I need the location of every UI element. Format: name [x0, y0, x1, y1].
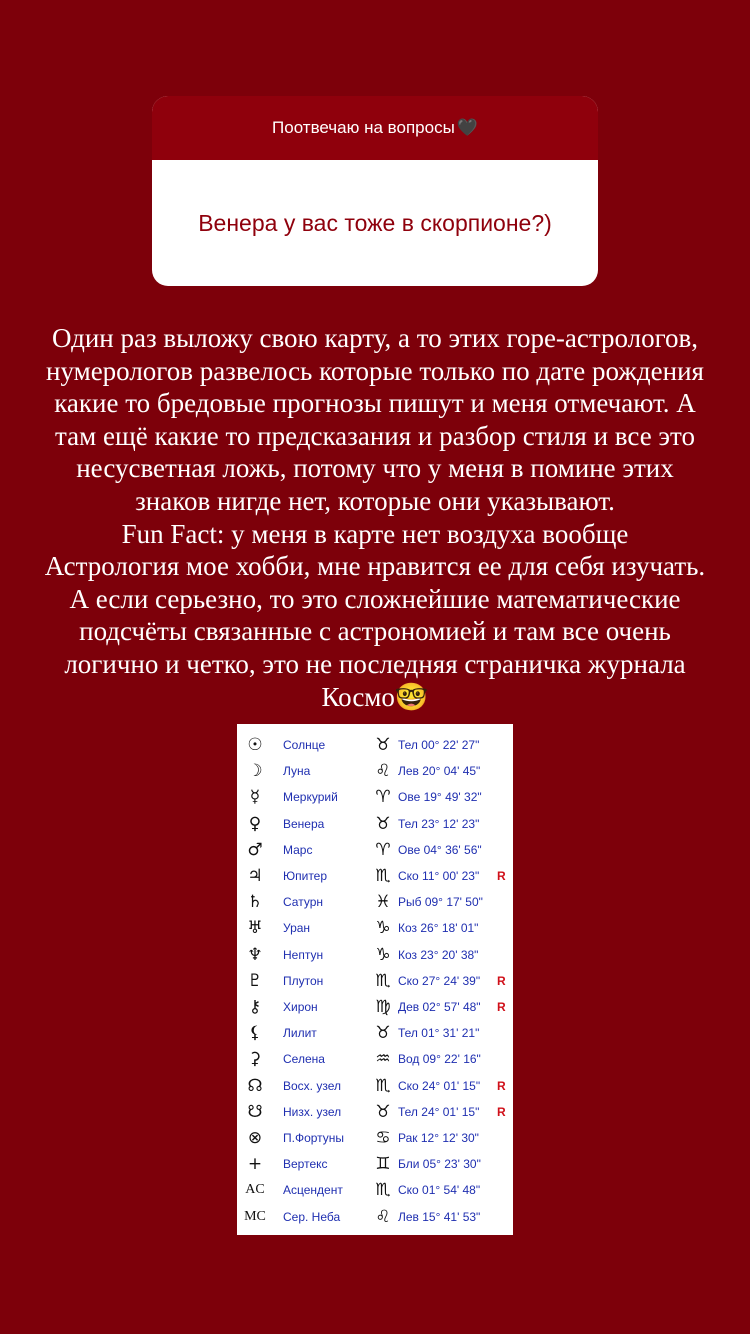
- planet-symbol-icon: ☊: [247, 1075, 263, 1096]
- planet-symbol-icon: ⚸: [248, 1023, 262, 1044]
- story-line: Астрология мое хобби, мне нравится ее для себя изучать.: [44, 551, 706, 582]
- table-row: [237, 784, 513, 810]
- retrograde-marker: R: [497, 973, 506, 988]
- story-line: там ещё какие то предсказания и разбор стиля и все это: [55, 420, 695, 451]
- story-line: А если серьезно, то это сложнейшие математические: [69, 583, 681, 614]
- table-row: [237, 1046, 513, 1072]
- table-row: [237, 1125, 513, 1151]
- planet-name: Сатурн: [283, 895, 324, 910]
- question-sticker-title: Поотвечаю на вопросы: [272, 118, 455, 137]
- planet-symbol-icon: ⊗: [247, 1128, 263, 1148]
- planet-position: Тел 01° 31' 21": [398, 1026, 480, 1041]
- story-line: логично и четко, это не последняя страничка журнала: [64, 648, 686, 679]
- table-row: [237, 811, 513, 837]
- story-line: какие то бредовые прогнозы пишут и меня отмечают. А: [54, 388, 696, 419]
- zodiac-sign-icon: ♓: [375, 892, 391, 913]
- planet-name: Сер. Неба: [283, 1209, 341, 1224]
- table-row: [237, 889, 513, 915]
- planet-position: Ове 19° 49' 32": [398, 790, 482, 805]
- zodiac-sign-icon: ♏: [375, 970, 391, 991]
- zodiac-sign-icon: ♒: [375, 1049, 391, 1070]
- planet-name: Низх. узел: [283, 1104, 342, 1119]
- planet-position: Тел 23° 12' 23": [398, 816, 480, 831]
- black-heart-icon: 🖤: [456, 118, 478, 137]
- planet-name: Юпитер: [283, 869, 328, 883]
- zodiac-sign-icon: ♏: [375, 866, 391, 886]
- planet-position: Ско 27° 24' 39": [398, 973, 481, 988]
- planet-symbol-icon: ♅: [247, 918, 263, 939]
- table-row: [237, 968, 513, 994]
- planet-position: Ско 01° 54' 48": [398, 1183, 481, 1198]
- planet-symbol-icon: ⚷: [248, 997, 262, 1017]
- table-row: [237, 1020, 513, 1046]
- table-row: [237, 994, 513, 1020]
- story-line: подсчёты связанные с астрономией и там все очень: [79, 616, 671, 647]
- story-line: Fun Fact: у меня в карте нет воздуха вообще: [121, 518, 629, 549]
- planet-position: Лев 15° 41' 53": [398, 1209, 481, 1224]
- zodiac-sign-icon: ♌: [375, 761, 391, 782]
- planet-symbol-icon: ♀: [248, 813, 262, 834]
- retrograde-marker: R: [497, 1078, 506, 1093]
- table-row: [237, 1099, 513, 1125]
- planet-symbol-icon: AC: [245, 1182, 265, 1198]
- zodiac-sign-icon: ♑: [375, 944, 391, 965]
- table-row: [237, 915, 513, 941]
- retrograde-marker: R: [497, 869, 506, 883]
- story-line: Космо🤓: [321, 681, 429, 712]
- planet-position: Бли 05° 23' 30": [398, 1157, 481, 1172]
- zodiac-sign-icon: ♏: [375, 1180, 391, 1201]
- table-row: [237, 1204, 513, 1230]
- zodiac-sign-icon: ♑: [375, 918, 391, 939]
- planet-position: Тел 00° 22' 27": [398, 738, 480, 752]
- zodiac-sign-icon: ♉: [375, 813, 391, 834]
- question-sticker[interactable]: [152, 96, 598, 286]
- zodiac-sign-icon: ♊: [375, 1154, 391, 1175]
- natal-chart-table: [237, 724, 513, 1235]
- planet-symbol-icon: MC: [244, 1208, 266, 1224]
- table-row: [237, 942, 513, 968]
- planet-symbol-icon: ♇: [247, 970, 263, 991]
- planet-symbol-icon: ♄: [247, 892, 263, 913]
- planet-position: Дев 02° 57' 48": [398, 1000, 481, 1014]
- planet-name: Вертекс: [283, 1157, 328, 1172]
- planet-symbol-icon: +: [247, 1154, 263, 1175]
- zodiac-sign-icon: ♉: [375, 1101, 391, 1122]
- zodiac-sign-icon: ♉: [375, 1023, 391, 1044]
- planet-symbol-icon: ♆: [247, 944, 263, 965]
- planet-name: Селена: [283, 1052, 325, 1067]
- planet-position: Коз 23° 20' 38": [398, 947, 479, 962]
- zodiac-sign-icon: ♈: [375, 787, 391, 808]
- planet-position: Лев 20° 04' 45": [398, 764, 481, 779]
- table-row: [237, 732, 513, 758]
- planet-symbol-icon: ☋: [247, 1101, 263, 1122]
- zodiac-sign-icon: ♈: [375, 839, 391, 860]
- planet-position: Ове 04° 36' 56": [398, 842, 482, 857]
- table-row: [237, 758, 513, 784]
- planet-position: Ско 24° 01' 15": [398, 1078, 481, 1093]
- question-sticker-header: [152, 96, 598, 160]
- planet-name: Плутон: [283, 973, 324, 988]
- retrograde-marker: R: [497, 1000, 506, 1014]
- planet-name: Марс: [283, 842, 313, 857]
- table-row: [237, 1177, 513, 1203]
- planet-position: Вод 09° 22' 16": [398, 1052, 481, 1067]
- planet-position: Коз 26° 18' 01": [398, 921, 479, 936]
- table-row: [237, 863, 513, 889]
- question-text: Венера у вас тоже в скорпионе?): [198, 210, 552, 236]
- zodiac-sign-icon: ♏: [375, 1075, 391, 1096]
- planet-name: Хирон: [283, 1000, 318, 1014]
- planet-name: П.Фортуны: [283, 1131, 345, 1145]
- planet-position: Рыб 09° 17' 50": [398, 895, 483, 910]
- planet-symbol-icon: ⚳: [248, 1049, 262, 1070]
- planet-name: Луна: [283, 764, 311, 779]
- planet-name: Лилит: [283, 1026, 317, 1041]
- planet-name: Восх. узел: [283, 1078, 341, 1093]
- story-line: знаков нигде нет, которые они указывают.: [135, 485, 615, 516]
- planet-name: Солнце: [283, 738, 326, 752]
- planet-symbol-icon: ♃: [247, 866, 263, 886]
- planet-name: Венера: [283, 816, 325, 831]
- zodiac-sign-icon: ♌: [375, 1206, 391, 1227]
- table-row: [237, 1073, 513, 1099]
- zodiac-sign-icon: ♉: [375, 735, 391, 755]
- retrograde-marker: R: [497, 1104, 506, 1119]
- planet-symbol-icon: ☿: [249, 787, 261, 808]
- story-line: нумерологов развелось которые только по дате рождения: [46, 355, 704, 386]
- planet-position: Рак 12° 12' 30": [398, 1131, 479, 1145]
- story-line: несусветная ложь, потому что у меня в помине этих: [76, 453, 674, 484]
- zodiac-sign-icon: ♍: [375, 997, 391, 1017]
- planet-position: Ско 11° 00' 23": [398, 869, 480, 883]
- planet-name: Меркурий: [283, 790, 338, 805]
- zodiac-sign-icon: ♋: [375, 1128, 391, 1148]
- planet-name: Нептун: [283, 947, 324, 962]
- table-row: [237, 837, 513, 863]
- planet-symbol-icon: ☽: [247, 761, 263, 782]
- planet-symbol-icon: ☉: [247, 735, 263, 755]
- planet-position: Тел 24° 01' 15": [398, 1104, 480, 1119]
- planet-name: Асцендент: [283, 1183, 343, 1198]
- story-caption: [0, 322, 750, 713]
- table-row: [237, 1151, 513, 1177]
- planet-name: Уран: [283, 921, 311, 936]
- planet-symbol-icon: ♂: [247, 839, 263, 860]
- story-line: Один раз выложу свою карту, а то этих горе-астрологов,: [51, 323, 699, 353]
